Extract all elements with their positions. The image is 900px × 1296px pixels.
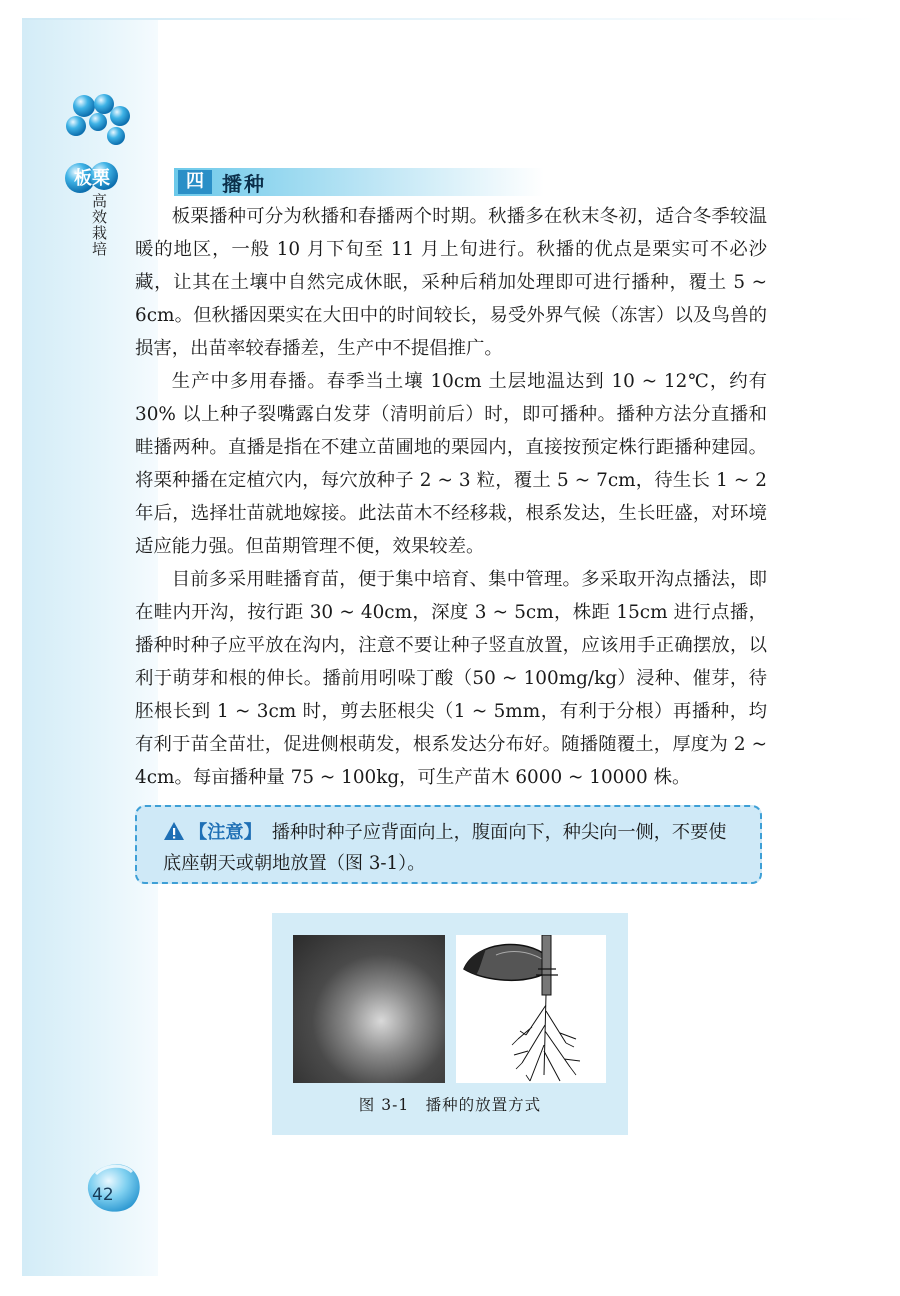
paragraph: 目前多采用畦播育苗，便于集中培育、集中管理。多采取开沟点播法，即在畦内开沟，按行距 30 ~ 40cm，深度 3 ~ 5cm，株距 15cm 进行点播，播种时种子应平放在沟内，注意不要让种子竖直放置，应该用手正确摆放，以利于萌芽和根的伸长。播前用吲哚丁酸（50 ~ 100mg/kg）浸种、催芽，待胚根长到 1 ~ 3cm 时，剪去胚根尖（1 ~ 5mm，有利于分根）再播种，均有利于苗全苗壮，促进侧根萌发，根系发达分布好。随播随覆土，厚度为 2 ~ 4cm。每亩播种量 75 ~ 100kg，可生产苗木 6000 ~ 10000 株。: [135, 569, 767, 788]
section-number: 四: [178, 170, 212, 194]
chestnut-photo: [293, 935, 445, 1083]
section-header: [174, 168, 544, 196]
book-title: 高效栽培: [90, 193, 108, 257]
figure-3-1: [272, 913, 628, 1135]
paragraph: 板栗播种可分为秋播和春播两个时期。秋播多在秋末冬初，适合冬季较温暖的地区，一般 10 月下旬至 11 月上旬进行。秋播的优点是栗实可不必沙藏，让其在土壤中自然完成休眠，采种后稍加处理即可进行播种，覆土 5 ~ 6cm。但秋播因栗实在大田中的时间较长，易受外界气候（冻害）以及鸟兽的损害，出苗率较春播差，生产中不提倡推广。: [135, 206, 767, 359]
warning-icon: [163, 821, 185, 841]
top-edge-line: [22, 18, 878, 20]
logo-text: 板栗: [74, 168, 110, 189]
note-text: 播种时种子应背面向上，腹面向下，种尖向一侧，不要使底座朝天或朝地放置（图 3-1）。: [163, 822, 727, 874]
seedling-drawing: [456, 935, 606, 1083]
figure-caption: 图 3-1 播种的放置方式: [358, 1096, 542, 1114]
note-label: 【注意】: [189, 822, 262, 843]
paragraph: 生产中多用春播。春季当土壤 10cm 土层地温达到 10 ~ 12℃，约有 30% 以上种子裂嘴露白发芽（清明前后）时，即可播种。播种方法分直播和畦播两种。直播是指在不建立苗圃地的栗园内，直接按预定株行距播种建园。将栗种播在定植穴内，每穴放种子 2 ~ 3 粒，覆土 5 ~ 7cm，待生长 1 ~ 2 年后，选择壮苗就地嫁接。此法苗木不经移栽，根系发达，生长旺盛，对环境适应能力强。但苗期管理不便，效果较差。: [135, 371, 767, 557]
chestnut-logo: [62, 92, 162, 212]
page-number: 42: [92, 1185, 114, 1205]
section-title: 播种: [222, 171, 266, 196]
body-text: [135, 200, 767, 794]
note-box: [135, 805, 762, 884]
